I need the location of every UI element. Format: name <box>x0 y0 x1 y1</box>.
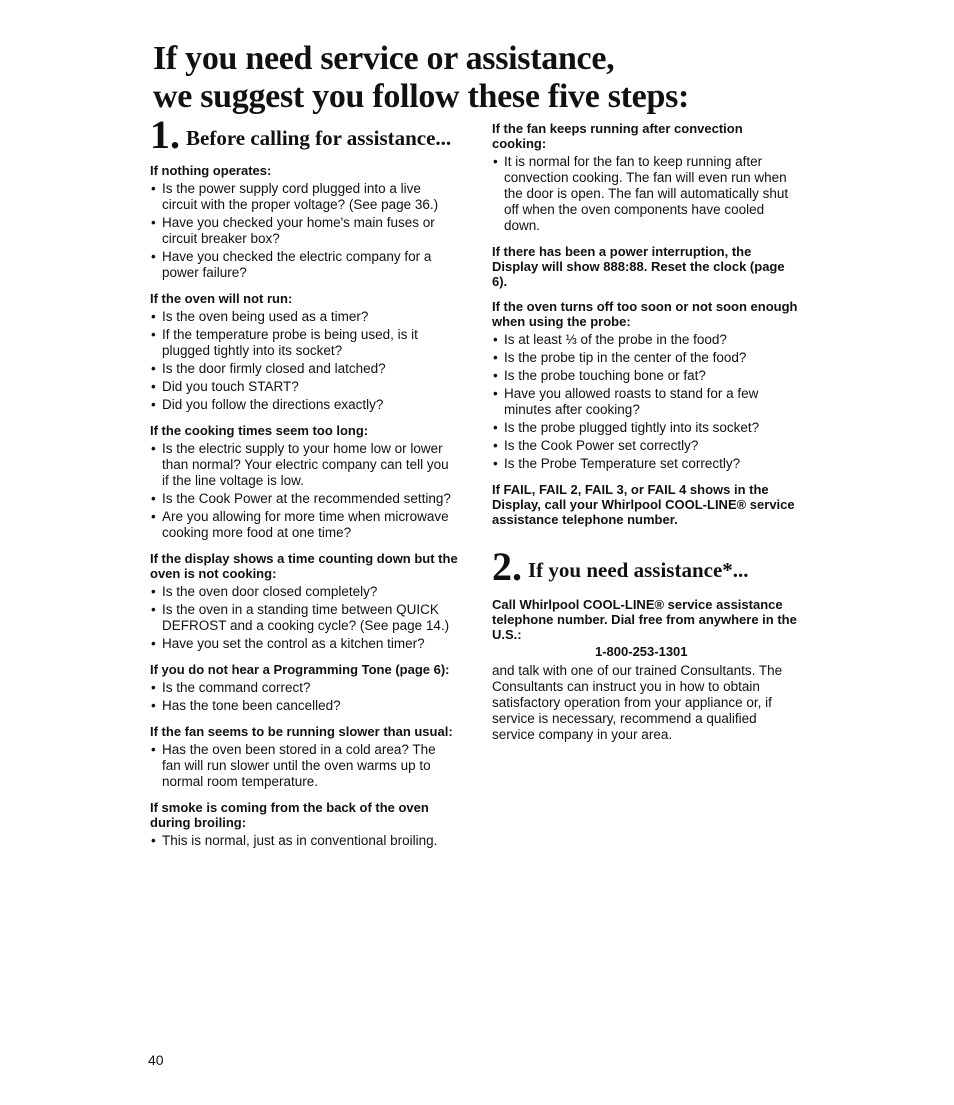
section-list <box>492 332 800 472</box>
page-title <box>153 40 873 116</box>
step-2-number: 2. <box>492 544 522 589</box>
list-item: • Has the tone been cancelled? <box>150 698 458 714</box>
list-item: • Has the oven been stored in a cold area? The fan will run slower until the oven warms up to normal room temperature. <box>150 742 458 790</box>
page-title-line-2: we suggest you follow these five steps: <box>153 78 690 115</box>
cool-line-callout: Call Whirlpool COOL-LINE® service assistance telephone number. Dial free from anywhere in the U.S.: <box>492 597 797 642</box>
list-item: • Have you set the control as a kitchen timer? <box>150 636 458 652</box>
page-title-line-1: If you need service or assistance, <box>153 40 615 77</box>
section-heading: If you do not hear a Programming Tone (page 6): <box>150 662 450 677</box>
list-item: • Is the oven door closed completely? <box>150 584 458 600</box>
section-heading: If there has been a power interruption, the Display will show 888:88. Reset the clock (page 6). <box>492 244 785 289</box>
list-item: • Did you touch START? <box>150 379 458 395</box>
list-item: • It is normal for the fan to keep running after convection cooking. The fan will even run when the door is open. The fan will automatically shut off when the oven components have cooled down. <box>492 154 800 234</box>
section-heading: If the cooking times seem too long: <box>150 423 369 438</box>
troubleshooting-sections-continued <box>492 121 800 527</box>
section-list <box>150 441 458 541</box>
section-list <box>150 680 458 714</box>
list-item: • Is at least ⅓ of the probe in the food? <box>492 332 800 348</box>
section-heading: If the oven turns off too soon or not soon enough when using the probe: <box>492 299 798 329</box>
list-item: • Is the power supply cord plugged into a live circuit with the proper voltage? (See page 36.) <box>150 181 458 213</box>
section-heading: If the oven will not run: <box>150 291 293 306</box>
list-item: • Is the oven in a standing time between QUICK DEFROST and a cooking cycle? (See page 14.) <box>150 602 458 634</box>
list-item: • Is the door firmly closed and latched? <box>150 361 458 377</box>
section-heading: If the display shows a time counting down but the oven is not cooking: <box>150 551 458 581</box>
list-item: • Are you allowing for more time when microwave cooking more food at one time? <box>150 509 458 541</box>
left-column <box>150 112 458 851</box>
list-item: • Is the probe tip in the center of the food? <box>492 350 800 366</box>
section-list <box>150 309 458 413</box>
assistance-description: and talk with one of our trained Consultants. The Consultants can instruct you in how to obtain satisfactory operation from your appliance or, if service is necessary, recommend a qualified service company in your area. <box>492 663 783 742</box>
section-heading: If the fan seems to be running slower than usual: <box>150 724 453 739</box>
list-item: • Is the oven being used as a timer? <box>150 309 458 325</box>
section-heading: If smoke is coming from the back of the oven during broiling: <box>150 800 429 830</box>
list-item: • Have you checked the electric company for a power failure? <box>150 249 458 281</box>
list-item: • Is the command correct? <box>150 680 458 696</box>
phone-number: 1-800-253-1301 <box>595 644 688 659</box>
list-item: • Is the electric supply to your home low or lower than normal? Your electric company can tell you if the line voltage is low. <box>150 441 458 489</box>
list-item: • If the temperature probe is being used, is it plugged tightly into its socket? <box>150 327 458 359</box>
section-list <box>150 742 458 790</box>
section-list <box>150 833 458 849</box>
list-item: • Is the probe plugged tightly into its socket? <box>492 420 800 436</box>
section-list <box>150 181 458 281</box>
list-item: • Have you checked your home's main fuses or circuit breaker box? <box>150 215 458 247</box>
step-2-heading <box>492 544 800 589</box>
section-heading: If FAIL, FAIL 2, FAIL 3, or FAIL 4 shows in the Display, call your Whirlpool COOL-LINE® service assistance telephone number. <box>492 482 795 527</box>
section-list <box>492 154 800 234</box>
step-1-heading <box>150 112 458 157</box>
step-1-number: 1. <box>150 112 180 157</box>
step-1-title: Before calling for assistance... <box>186 126 452 150</box>
list-item: • Is the probe touching bone or fat? <box>492 368 800 384</box>
section-heading: If the fan keeps running after convection cooking: <box>492 121 743 151</box>
section-heading: If nothing operates: <box>150 163 272 178</box>
section-list <box>150 584 458 652</box>
step-2-title: If you need assistance*... <box>528 558 749 582</box>
list-item: • Have you allowed roasts to stand for a few minutes after cooking? <box>492 386 800 418</box>
list-item: • Is the Cook Power set correctly? <box>492 438 800 454</box>
list-item: • Is the Cook Power at the recommended setting? <box>150 491 458 507</box>
list-item: • Is the Probe Temperature set correctly? <box>492 456 800 472</box>
list-item: • This is normal, just as in conventional broiling. <box>150 833 458 849</box>
page-number: 40 <box>148 1052 164 1068</box>
right-column <box>492 117 800 743</box>
list-item: • Did you follow the directions exactly? <box>150 397 458 413</box>
troubleshooting-sections <box>150 163 458 849</box>
